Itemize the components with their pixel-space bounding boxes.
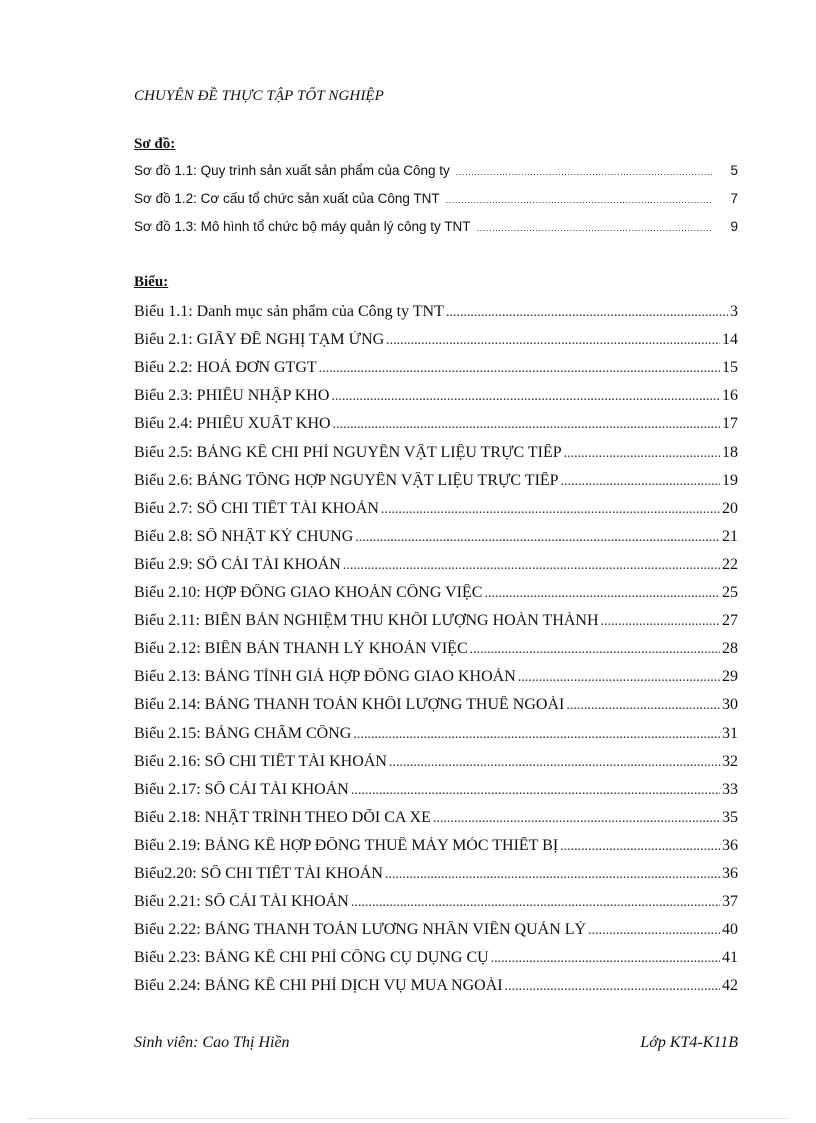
toc-entry xyxy=(134,331,738,355)
dot-leader xyxy=(561,474,720,490)
toc-entry-label: Biểu 2.9: SỔ CÁI TÀI KHOẢN xyxy=(134,555,341,573)
toc-entry-label: Biểu 2.12: BIÊN BẢN THANH LÝ KHOÁN VIỆC xyxy=(134,640,468,658)
toc-entry-label: Biểu 2.18: NHẬT TRÌNH THEO DÕI CA XE xyxy=(134,808,431,826)
toc-entry-page-number: 9 xyxy=(730,219,738,234)
toc-entry-label: Biểu 2.8: SỔ NHẬT KÝ CHUNG xyxy=(134,527,354,545)
toc-entry-page-number: 30 xyxy=(722,696,738,714)
dot-leader xyxy=(518,670,720,686)
so-do-heading: Sơ đồ: xyxy=(134,136,176,152)
toc-entry xyxy=(134,163,738,183)
toc-entry-page-number: 42 xyxy=(722,977,738,995)
toc-entry xyxy=(134,893,738,917)
toc-entry-page-number: 33 xyxy=(722,780,738,798)
toc-entry xyxy=(134,303,738,327)
toc-entry-page-number: 36 xyxy=(722,865,738,882)
toc-entry-label: Biểu 2.6: BẢNG TỔNG HỢP NGUYÊN VẬT LIỆU TRỰC TIẾP xyxy=(134,471,559,489)
toc-entry xyxy=(134,612,738,636)
toc-entry xyxy=(134,977,738,1001)
toc-entry xyxy=(134,696,738,720)
toc-entry xyxy=(134,781,738,805)
toc-entry-label: Sơ đồ 1.1: Quy trình sản xuất sản phẩm của Công ty xyxy=(134,163,450,178)
toc-entry xyxy=(134,472,738,496)
toc-entry-label: Biểu 2.7: SỔ CHI TIẾT TÀI KHOẢN xyxy=(134,499,379,517)
toc-entry-page-number: 41 xyxy=(722,949,738,967)
toc-entry-label: Biểu 2.15: BẢNG CHẤM CÔNG xyxy=(134,724,352,742)
toc-entry-page-number: 21 xyxy=(722,527,738,545)
toc-entry-label: Biểu 2.16: SỔ CHI TIẾT TÀI KHOẢN xyxy=(134,752,387,770)
toc-entry-label: Biểu 2.17: SỔ CÁI TÀI KHOẢN xyxy=(134,780,349,798)
toc-entry-page-number: 14 xyxy=(722,331,738,349)
toc-entry-label: Biểu 2.3: PHIẾU NHẬP KHO xyxy=(134,387,330,405)
toc-entry-page-number: 18 xyxy=(722,443,738,461)
dot-leader xyxy=(484,586,720,602)
toc-entry-label: Biểu 2.14: BẢNG THANH TOÁN KHỐI LƯỢNG THUÊ NGOÀI xyxy=(134,696,565,714)
toc-entry-label: Biểu2.20: SỔ CHI TIẾT TÀI KHOẢN xyxy=(134,865,383,882)
dot-leader xyxy=(351,783,720,799)
toc-entry-page-number: 15 xyxy=(722,359,738,377)
toc-entry-page-number: 5 xyxy=(730,163,738,178)
toc-entry xyxy=(134,725,738,749)
dot-leader xyxy=(351,895,720,911)
toc-entry-page-number: 35 xyxy=(722,808,738,826)
footer-student: Sinh viên: Cao Thị Hiền xyxy=(134,1034,290,1051)
toc-entry-label: Sơ đồ 1.3: Mô hình tổ chức bộ máy quản lý công ty TNT xyxy=(134,219,471,234)
dot-leader xyxy=(385,867,720,883)
toc-entry xyxy=(134,387,738,411)
toc-entry xyxy=(134,837,738,861)
dot-leader xyxy=(588,923,720,939)
dot-leader xyxy=(353,727,720,743)
toc-entry xyxy=(134,809,738,833)
page-bottom-rule xyxy=(28,1118,788,1119)
dot-leader xyxy=(433,811,720,827)
toc-entry-page-number: 7 xyxy=(730,191,738,206)
dot-leader xyxy=(470,642,720,658)
toc-entry-page-number: 37 xyxy=(722,893,738,911)
toc-entry-page-number: 16 xyxy=(722,387,738,405)
dot-leader xyxy=(491,951,720,967)
toc-entry xyxy=(134,191,738,211)
toc-entry-label: Biểu 2.24: BẢNG KÊ CHI PHÍ DỊCH VỤ MUA NGOÀI xyxy=(134,977,503,995)
toc-entry xyxy=(134,556,738,580)
bieu-heading: Biểu: xyxy=(134,274,169,290)
toc-entry xyxy=(134,444,738,468)
dot-leader xyxy=(505,979,720,995)
toc-entry-label: Biểu 2.4: PHIẾU XUẤT KHO xyxy=(134,415,331,433)
toc-entry-page-number: 29 xyxy=(722,668,738,686)
toc-entry-label: Biểu 2.23: BẢNG KÊ CHI PHÍ CÔNG CỤ DỤNG CỤ xyxy=(134,949,489,967)
toc-entry-page-number: 32 xyxy=(722,752,738,770)
toc-entry-label: Biểu 2.19: BẢNG KÊ HỢP ĐỒNG THUÊ MÁY MÓC THIẾT BỊ xyxy=(134,836,559,854)
toc-entry-label: Biểu 2.13: BẢNG TÍNH GIÁ HỢP ĐỒNG GIAO KHOÁN xyxy=(134,668,516,686)
toc-entry-label: Biểu 2.10: HỢP ĐỒNG GIAO KHOÁN CÔNG VIỆC xyxy=(134,584,483,601)
toc-entry-page-number: 3 xyxy=(730,303,738,320)
toc-entry-page-number: 17 xyxy=(722,415,738,433)
toc-entry-page-number: 19 xyxy=(722,471,738,489)
dot-leader xyxy=(355,530,720,546)
toc-entry xyxy=(134,753,738,777)
toc-entry xyxy=(134,359,738,383)
toc-entry-page-number: 31 xyxy=(722,724,738,742)
footer-class: Lớp KT4-K11B xyxy=(640,1034,738,1051)
toc-entry-page-number: 20 xyxy=(722,499,738,517)
toc-entry-page-number: 27 xyxy=(722,612,738,630)
dot-leader xyxy=(446,195,712,205)
toc-entry-page-number: 25 xyxy=(722,584,738,601)
dot-leader xyxy=(389,755,720,771)
toc-entry xyxy=(134,865,738,889)
document-header: CHUYÊN ĐỀ THỰC TẬP TỐT NGHIỆP xyxy=(134,88,384,104)
toc-entry-page-number: 22 xyxy=(722,555,738,573)
dot-leader xyxy=(343,558,720,574)
toc-entry xyxy=(134,949,738,973)
dot-leader xyxy=(456,167,712,177)
toc-entry-page-number: 36 xyxy=(722,836,738,854)
toc-entry-label: Sơ đồ 1.2: Cơ cấu tổ chức sản xuất của Công TNT xyxy=(134,191,440,206)
dot-leader xyxy=(477,223,712,233)
toc-entry xyxy=(134,415,738,439)
toc-entry xyxy=(134,500,738,524)
dot-leader xyxy=(333,417,720,433)
dot-leader xyxy=(564,446,720,462)
toc-entry-label: Biểu 1.1: Danh mục sản phẩm của Công ty TNT xyxy=(134,303,444,320)
dot-leader xyxy=(381,502,720,518)
toc-entry xyxy=(134,921,738,945)
toc-entry-page-number: 40 xyxy=(722,921,738,939)
dot-leader xyxy=(601,614,720,630)
toc-entry-label: Biểu 2.22: BẢNG THANH TOÁN LƯƠNG NHÂN VIÊN QUẢN LÝ xyxy=(134,921,587,939)
toc-entry-page-number: 28 xyxy=(722,640,738,658)
dot-leader xyxy=(319,361,720,377)
toc-entry-label: Biểu 2.1: GIẤY ĐỀ NGHỊ TẠM ỨNG xyxy=(134,331,385,349)
dot-leader xyxy=(331,389,720,405)
toc-entry-label: Biểu 2.21: SỔ CÁI TÀI KHOẢN xyxy=(134,893,349,911)
toc-entry-label: Biểu 2.5: BẢNG KÊ CHI PHÍ NGUYÊN VẬT LIỆU TRỰC TIẾP xyxy=(134,443,562,461)
dot-leader xyxy=(560,839,720,855)
toc-entry xyxy=(134,668,738,692)
dot-leader xyxy=(566,698,720,714)
dot-leader xyxy=(386,333,720,349)
dot-leader xyxy=(446,305,728,321)
toc-entry xyxy=(134,584,738,608)
toc-entry-label: Biểu 2.2: HOÁ ĐƠN GTGT xyxy=(134,359,317,377)
toc-entry xyxy=(134,640,738,664)
toc-entry xyxy=(134,219,738,239)
toc-entry xyxy=(134,528,738,552)
toc-entry-label: Biểu 2.11: BIÊN BẢN NGHIỆM THU KHỐI LƯỢNG HOÀN THÀNH xyxy=(134,612,599,630)
